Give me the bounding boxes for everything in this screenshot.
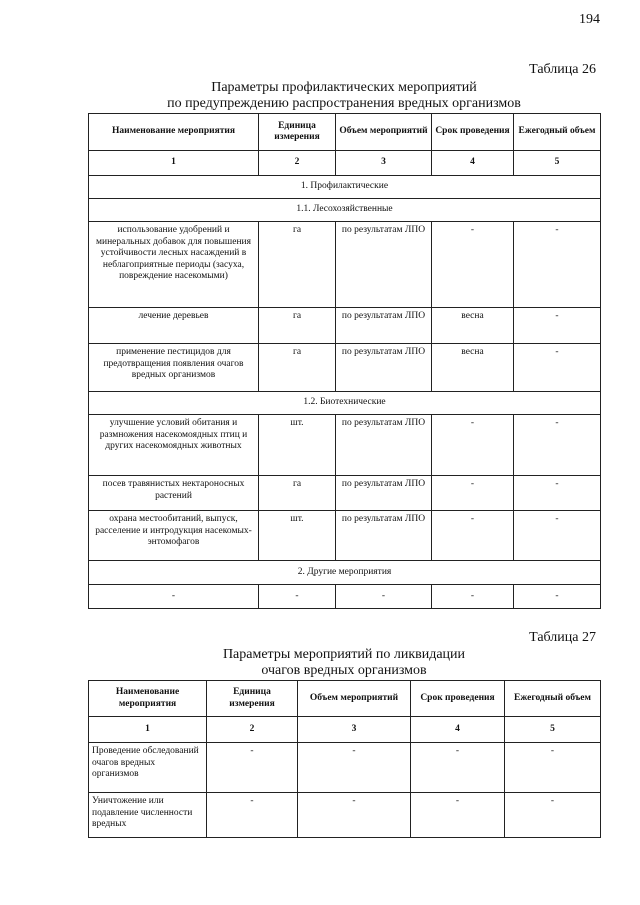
table27: [88, 680, 601, 838]
table26-cell: -: [89, 585, 259, 609]
table26-cell: га: [259, 476, 336, 511]
table26-cell: -: [432, 585, 514, 609]
table26-cell: -: [432, 476, 514, 511]
table26-cell: -: [259, 585, 336, 609]
table26-section-title: 2. Другие мероприятия: [89, 561, 601, 585]
table27-cell: -: [411, 793, 505, 838]
table27-header-cell: Единица измерения: [207, 681, 298, 717]
table26-row: [89, 585, 601, 609]
table26-cell: -: [514, 344, 601, 392]
table26-subsection-title: 1.2. Биотехнические: [89, 392, 601, 415]
table26-cell: -: [514, 511, 601, 561]
table26-row: [89, 308, 601, 344]
table27-cell: -: [298, 793, 411, 838]
table26-cell: по результатам ЛПО: [336, 476, 432, 511]
table26-cell: -: [514, 222, 601, 308]
table27-cell: -: [505, 743, 601, 793]
table26-cell: по результатам ЛПО: [336, 415, 432, 476]
table27-cell: -: [505, 793, 601, 838]
table26-header-cell: Наименование мероприятия: [89, 114, 259, 151]
table27-cell: -: [411, 743, 505, 793]
table26-cell: -: [432, 511, 514, 561]
table27-header-cell: Наименование мероприятия: [89, 681, 207, 717]
table27-row: [89, 793, 601, 838]
table26-colnum-cell: 3: [336, 151, 432, 176]
table27-title-line2: очагов вредных организмов: [261, 663, 427, 678]
table26-row: [89, 222, 601, 308]
table27-colnum-cell: 1: [89, 717, 207, 743]
table26-cell: -: [432, 415, 514, 476]
table26-cell: лечение деревьев: [89, 308, 259, 344]
table26-header-cell: Ежегодный объем: [514, 114, 601, 151]
table26-section-row: [89, 561, 601, 585]
table27-cell: Проведение обследований очагов вредных организмов: [89, 743, 207, 793]
table26-cell: охрана местообитаний, выпуск, расселение и интродукция насекомых-энтомофагов: [89, 511, 259, 561]
table27-header-cell: Ежегодный объем: [505, 681, 601, 717]
table26-cell: по результатам ЛПО: [336, 511, 432, 561]
table26-title-line1: Параметры профилактических мероприятий: [211, 80, 477, 95]
table27-row: [89, 743, 601, 793]
table26-label: Таблица 26: [529, 62, 596, 77]
table26-cell: весна: [432, 344, 514, 392]
table27-title-line1: Параметры мероприятий по ликвидации: [222, 647, 466, 662]
page-number: 194: [579, 12, 600, 27]
table26-subsection-title: 1.1. Лесохозяйственные: [89, 199, 601, 222]
table26-cell: весна: [432, 308, 514, 344]
table26-colnum-cell: 4: [432, 151, 514, 176]
table26-cell: шт.: [259, 415, 336, 476]
table27-cell: -: [207, 793, 298, 838]
table26-header-cell: Объем мероприятий: [336, 114, 432, 151]
table26-cell: посев травянистых нектароносных растений: [89, 476, 259, 511]
table27-colnum-cell: 3: [298, 717, 411, 743]
table27-title: [88, 647, 600, 679]
table26-cell: -: [336, 585, 432, 609]
table26-cell: -: [514, 415, 601, 476]
table26-cell: -: [514, 308, 601, 344]
table26-cell: по результатам ЛПО: [336, 344, 432, 392]
table27-colnum-cell: 5: [505, 717, 601, 743]
table27-cell: -: [207, 743, 298, 793]
table26-cell: га: [259, 222, 336, 308]
table26-cell: га: [259, 344, 336, 392]
table27-header-cell: Объем мероприятий: [298, 681, 411, 717]
table26-section-row: [89, 199, 601, 222]
table26-cell: шт.: [259, 511, 336, 561]
table26-row: [89, 476, 601, 511]
table27-cell: -: [298, 743, 411, 793]
table26-title-line2: по предупреждению распространения вредных организмов: [167, 96, 521, 111]
table26-row: [89, 511, 601, 561]
table26-cell: улучшение условий обитания и размножения насекомоядных птиц и других насекомоядных животных: [89, 415, 259, 476]
table26-header-cell: Единица измерения: [259, 114, 336, 151]
table27-header-row: [89, 681, 601, 717]
table26-colnum-row: [89, 151, 601, 176]
table27-colnum-row: [89, 717, 601, 743]
table26-section-row: [89, 176, 601, 199]
table26-row: [89, 415, 601, 476]
table27-colnum-cell: 2: [207, 717, 298, 743]
table26-title: [88, 80, 600, 112]
table26-cell: -: [514, 585, 601, 609]
table26-cell: га: [259, 308, 336, 344]
table26: [88, 113, 601, 609]
table26-section-row: [89, 392, 601, 415]
table26-cell: по результатам ЛПО: [336, 308, 432, 344]
table26-cell: по результатам ЛПО: [336, 222, 432, 308]
table26-colnum-cell: 2: [259, 151, 336, 176]
table26-section-title: 1. Профилактические: [89, 176, 601, 199]
table27-cell: Уничтожение или подавление численности вредных: [89, 793, 207, 838]
table26-colnum-cell: 5: [514, 151, 601, 176]
table26-header-cell: Срок проведения: [432, 114, 514, 151]
table26-cell: -: [432, 222, 514, 308]
table27-colnum-cell: 4: [411, 717, 505, 743]
table27-header-cell: Срок проведения: [411, 681, 505, 717]
table27-label: Таблица 27: [529, 630, 596, 645]
table26-cell: использование удобрений и минеральных добавок для повышения устойчивости лесных насаждений в неблагоприятные периоды (засуха, повреждение насекомыми): [89, 222, 259, 308]
table26-cell: применение пестицидов для предотвращения появления очагов вредных организмов: [89, 344, 259, 392]
table26-cell: -: [514, 476, 601, 511]
table26-row: [89, 344, 601, 392]
table26-colnum-cell: 1: [89, 151, 259, 176]
table26-header-row: [89, 114, 601, 151]
